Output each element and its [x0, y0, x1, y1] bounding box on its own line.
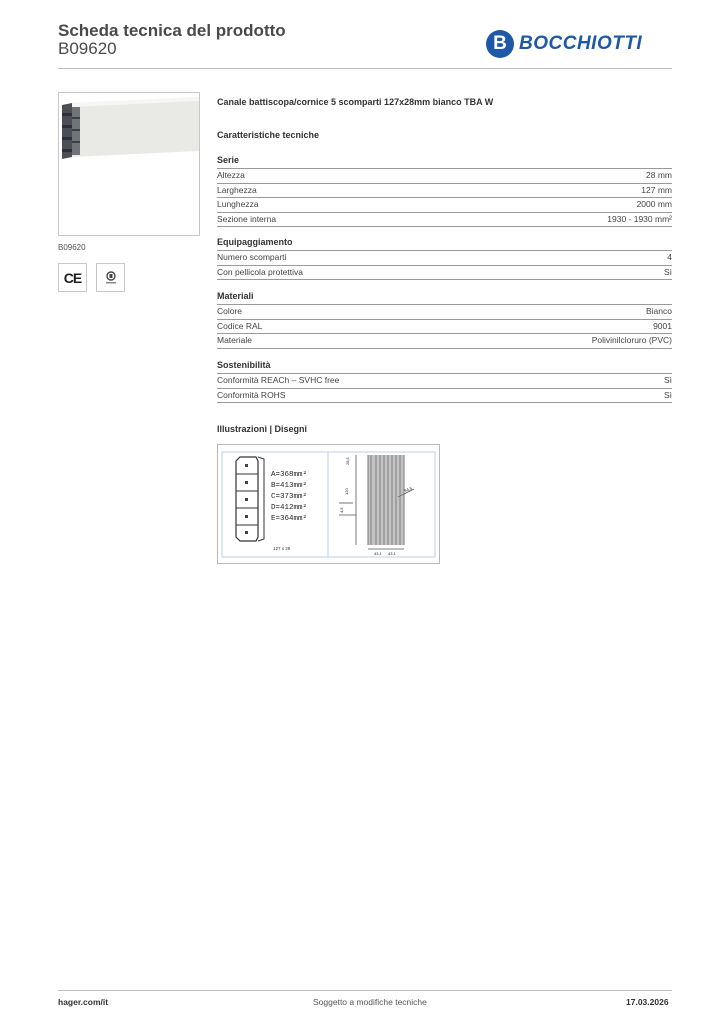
section-materiali	[217, 291, 672, 349]
row-value: 1930 - 1930 mm²	[607, 213, 672, 224]
table-row	[217, 198, 672, 213]
area-label: A=368mm²	[271, 471, 308, 479]
row-value: Sì	[663, 266, 672, 277]
section-sostenibilita	[217, 360, 672, 403]
table-row	[217, 213, 672, 228]
row-label: Materiale	[217, 335, 252, 345]
footer-divider	[58, 990, 672, 991]
technical-drawing	[217, 444, 440, 564]
row-label: Colore	[217, 306, 243, 316]
product-photo	[58, 92, 200, 236]
characteristics-title: Caratteristiche tecniche	[217, 130, 320, 140]
row-value: 4	[667, 252, 672, 262]
footer-note: Soggetto a modifiche tecniche	[313, 997, 427, 1007]
row-label: Lunghezza	[217, 199, 259, 209]
certification-icon	[96, 263, 125, 292]
section-serie	[217, 155, 672, 227]
dim-label: 64,5	[403, 485, 413, 493]
dim-label: 43,1	[388, 551, 396, 556]
dim-label: 120	[344, 488, 349, 495]
footer-website: hager.com/it	[58, 997, 109, 1007]
row-label: Conformità ROHS	[217, 389, 286, 400]
section-title: Equipaggiamento	[217, 237, 672, 251]
row-label: Larghezza	[217, 184, 257, 195]
section-title: Materiali	[217, 291, 672, 305]
logo-mark: B	[486, 30, 514, 58]
header-divider	[58, 68, 672, 69]
size-label: 127 x 28	[273, 546, 291, 551]
table-row	[217, 374, 672, 389]
product-code: B09620	[58, 39, 117, 58]
row-value: Bianco	[646, 306, 672, 316]
table-row	[217, 169, 672, 184]
row-value: 28 mm	[646, 170, 672, 180]
area-label: E=364mm²	[271, 515, 308, 523]
row-value: 2000 mm	[636, 199, 672, 209]
dim-label: 4,5	[339, 507, 344, 513]
table-row	[217, 251, 672, 266]
row-label: Conformità REACh – SVHC free	[217, 375, 340, 385]
row-label: Numero scomparti	[217, 252, 287, 262]
product-name: Canale battiscopa/cornice 5 scomparti 127x28mm bianco TBA W	[217, 97, 494, 107]
row-value: 127 mm	[641, 184, 672, 195]
area-label: D=412mm²	[271, 504, 308, 512]
table-row	[217, 389, 672, 404]
area-label: B=413mm²	[271, 482, 308, 490]
table-row	[217, 266, 672, 281]
table-row	[217, 184, 672, 199]
section-title: Serie	[217, 155, 672, 169]
section-title: Sostenibilità	[217, 360, 672, 374]
image-code: B09620	[58, 243, 86, 252]
illustrations-title: Illustrazioni | Disegni	[217, 424, 308, 434]
logo-text: BOCCHIOTTI	[519, 33, 643, 54]
row-label: Altezza	[217, 170, 245, 180]
table-row	[217, 334, 672, 349]
area-label: C=373mm²	[271, 493, 308, 501]
row-label: Codice RAL	[217, 320, 263, 331]
dim-label: 43,1	[374, 551, 382, 556]
page-title: Scheda tecnica del prodotto	[58, 21, 286, 40]
dim-label: 28,5	[345, 457, 350, 465]
bocchiotti-logo	[486, 29, 668, 59]
footer-date: 17.03.2026	[626, 997, 669, 1007]
row-label: Sezione interna	[217, 213, 277, 224]
section-equipaggiamento	[217, 237, 672, 280]
row-value: Sì	[663, 389, 672, 400]
table-row	[217, 305, 672, 320]
row-value: Polivinilcloruro (PVC)	[591, 335, 672, 345]
ce-mark: CE	[58, 263, 87, 292]
row-value: 9001	[653, 320, 672, 331]
table-row	[217, 320, 672, 335]
row-label: Con pellicola protettiva	[217, 266, 303, 277]
row-value: Sì	[663, 375, 672, 385]
